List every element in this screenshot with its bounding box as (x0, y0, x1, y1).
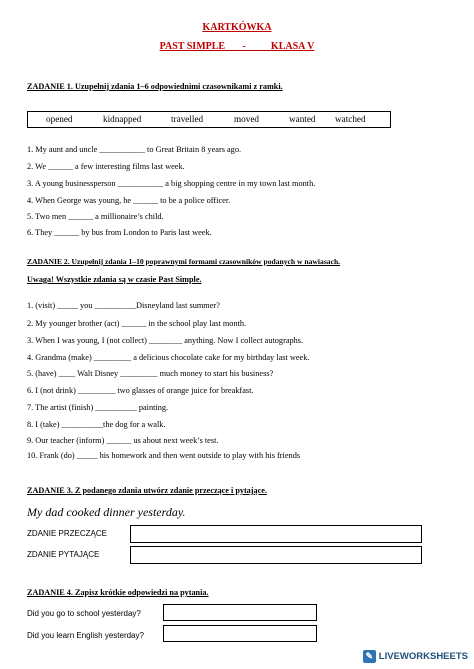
worksheet-subtitle: PAST SIMPLE - KLASA V (159, 41, 315, 52)
question2-label: Did you learn English yesterday? (27, 631, 144, 640)
task1-line: 6. They ______ by bus from London to Paris last week. (27, 228, 212, 237)
negative-label: ZDANIE PRZECZĄCE (27, 529, 108, 538)
answer2-field[interactable] (163, 625, 317, 642)
question-label: ZDANIE PYTAJĄCE (27, 550, 100, 559)
word-watched: watched (335, 114, 366, 124)
task2-line: 1. (visit) _____ you __________Disneyland last summer? (27, 301, 220, 310)
answer1-field[interactable] (163, 604, 317, 621)
liveworksheets-icon: ✎ (363, 650, 376, 663)
liveworksheets-logo (363, 650, 468, 663)
task4-heading: ZADANIE 4. Zapisz krótkie odpowiedzi na pytania. (27, 588, 209, 597)
task1-line: 5. Two men ______ a millionaire’s child. (27, 212, 164, 221)
question-answer-field[interactable] (130, 546, 422, 564)
word-kidnapped: kidnapped (103, 114, 142, 124)
task2-line: 9. Our teacher (inform) ______ us about next week’s test. (27, 436, 219, 445)
task1-line: 1. My aunt and uncle ___________ to Great Britain 8 years ago. (27, 145, 242, 154)
task2-line: 4. Grandma (make) _________ a delicious chocolate cake for my birthday last week. (27, 353, 310, 362)
task2-line: 10. Frank (do) _____ his homework and then went outside to play with his friends (27, 451, 301, 460)
task1-line: 4. When George was young, he ______ to be a police officer. (27, 196, 231, 205)
question1-label: Did you go to school yesterday? (27, 609, 141, 618)
word-travelled: travelled (171, 114, 204, 124)
task1-heading: ZADANIE 1. Uzupełnij zdania 1–6 odpowiednimi czasownikami z ramki. (27, 82, 283, 91)
task2-line: 8. I (take) __________the dog for a walk. (27, 420, 166, 429)
task1-line: 2. We ______ a few interesting films last week. (27, 162, 185, 171)
word-moved: moved (234, 114, 260, 124)
task2-line: 5. (have) ____ Walt Disney _________ much money to start his business? (27, 369, 274, 378)
task2-heading: ZADANIE 2. Uzupełnij zdania 1–10 poprawnymi formami czasowników podanych w nawiasach. (27, 257, 341, 266)
negative-answer-field[interactable] (130, 525, 422, 543)
task2-note: Uwaga! Wszystkie zdania są w czasie Past Simple. (27, 275, 202, 284)
word-opened: opened (46, 114, 73, 124)
worksheet-title: KARTKÓWKA (202, 22, 272, 33)
word-wanted: wanted (289, 114, 316, 124)
task2-line: 3. When I was young, I (not collect) ________ anything. Now I collect autographs. (27, 336, 304, 345)
task3-sentence: My dad cooked dinner yesterday. (27, 505, 186, 519)
task1-line: 3. A young businessperson ___________ a big shopping centre in my town last month. (27, 179, 316, 188)
task2-line: 2. My younger brother (act) ______ in the school play last month. (27, 319, 247, 328)
task3-heading: ZADANIE 3. Z podanego zdania utwórz zdanie przeczące i pytające. (27, 486, 267, 495)
task2-line: 7. The artist (finish) __________ painting. (27, 403, 169, 412)
task2-line: 6. I (not drink) _________ two glasses of orange juice for breakfast. (27, 386, 254, 395)
brand-name: LIVEWORKSHEETS (378, 651, 468, 662)
